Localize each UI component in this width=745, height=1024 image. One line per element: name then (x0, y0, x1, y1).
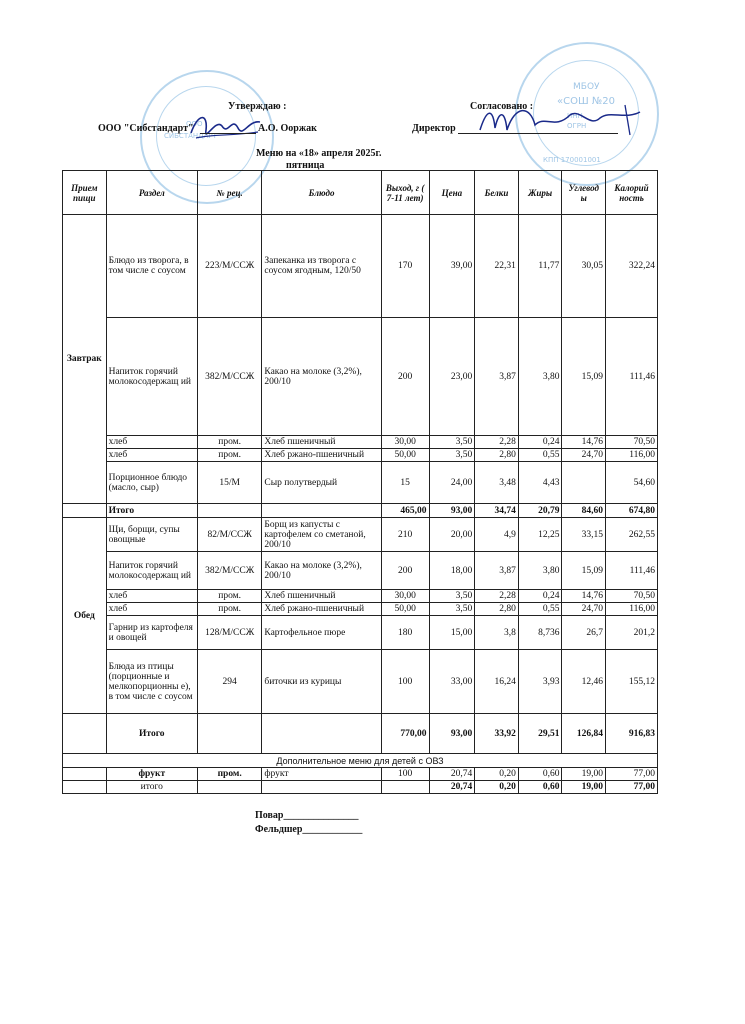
cell-carbs: 30,05 (562, 215, 606, 318)
cell-fats: 11,77 (518, 215, 562, 318)
cell-carbs: 33,15 (562, 518, 606, 552)
approver-name: А.О. Ооржак (258, 123, 317, 134)
cell-proteins-total: 33,92 (475, 714, 519, 754)
cell-recipe: 382/М/ССЖ (197, 552, 261, 590)
cell-fats: 12,25 (518, 518, 562, 552)
cell-empty (63, 768, 107, 781)
cell-output: 100 (381, 650, 429, 714)
table-row (63, 552, 658, 590)
col-section: Раздел (106, 171, 197, 215)
cell-fats: 0,55 (518, 603, 562, 616)
left-seal-text-1: ООО (186, 120, 203, 128)
cell-recipe: пром. (197, 436, 261, 449)
cell-calories-total: 674,80 (606, 504, 658, 518)
cell-empty (197, 504, 261, 518)
cell-fats-total: 0,60 (518, 781, 562, 794)
cell-dish: фрукт (262, 768, 381, 781)
cell-proteins-total: 0,20 (475, 781, 519, 794)
organization-name: ООО "Сибстандарт" (98, 123, 194, 134)
right-seal-text-3: ИНН (567, 112, 583, 120)
cell-calories: 322,24 (606, 215, 658, 318)
cell-dish: Какао на молоке (3,2%), 200/10 (262, 552, 381, 590)
extra-menu-title-row (63, 754, 658, 768)
col-dish: Блюдо (262, 171, 381, 215)
cell-section: Щи, борщи, супы овощные (106, 518, 197, 552)
cell-empty (381, 781, 429, 794)
cell-section: Блюдо из творога, в том числе с соусом (106, 215, 197, 318)
right-seal-text-1: МБОУ (573, 82, 600, 92)
table-row (63, 768, 658, 781)
table-row (63, 449, 658, 462)
cell-section: Напиток горячий молокосодержащ ий (106, 318, 197, 436)
cell-output-total: 770,00 (381, 714, 429, 754)
left-seal-text-2: СИБСТАНДАРТ (164, 132, 217, 140)
cell-price: 23,00 (429, 318, 475, 436)
cell-output: 200 (381, 318, 429, 436)
cell-output: 30,00 (381, 436, 429, 449)
cell-carbs: 19,00 (562, 768, 606, 781)
extra-menu-title: Дополнительное меню для детей с ОВЗ (63, 754, 658, 768)
cell-dish: Какао на молоке (3,2%), 200/10 (262, 318, 381, 436)
cell-carbs: 14,76 (562, 590, 606, 603)
cell-proteins: 16,24 (475, 650, 519, 714)
cell-proteins: 22,31 (475, 215, 519, 318)
cell-price: 24,00 (429, 462, 475, 504)
cell-section: Напиток горячий молокосодержащ ий (106, 552, 197, 590)
cell-carbs: 12,46 (562, 650, 606, 714)
right-seal-text-4: ОГРН (567, 122, 587, 130)
cell-output-total: 465,00 (381, 504, 429, 518)
cell-dish: Картофельное пюре (262, 616, 381, 650)
cell-dish: Запеканка из творога с соусом ягодным, 120/50 (262, 215, 381, 318)
table-row (63, 603, 658, 616)
cell-proteins: 3,87 (475, 552, 519, 590)
approver-signature-line (200, 133, 256, 134)
cell-section: Гарнир из картофеля и овощей (106, 616, 197, 650)
cell-section: Порционное блюдо (масло, сыр) (106, 462, 197, 504)
cell-proteins: 2,28 (475, 590, 519, 603)
cell-calories: 77,00 (606, 768, 658, 781)
cell-fats: 0,55 (518, 449, 562, 462)
cell-fats: 3,93 (518, 650, 562, 714)
cell-empty (197, 714, 261, 754)
cell-calories: 70,50 (606, 590, 658, 603)
cell-calories: 116,00 (606, 449, 658, 462)
cell-proteins: 3,8 (475, 616, 519, 650)
col-recipe: № рец. (197, 171, 261, 215)
table-row (63, 650, 658, 714)
meal-lunch: Обед (63, 518, 107, 714)
right-seal-text-2: «СОШ №20 (557, 96, 615, 107)
cell-empty (262, 504, 381, 518)
cell-output: 15 (381, 462, 429, 504)
lunch-total-row (63, 714, 658, 754)
cell-calories: 70,50 (606, 436, 658, 449)
cell-calories: 54,60 (606, 462, 658, 504)
col-meal: Прием пищи (63, 171, 107, 215)
cell-output: 50,00 (381, 603, 429, 616)
cell-dish: Хлеб ржано-пшеничный (262, 603, 381, 616)
cell-section: фрукт (106, 768, 197, 781)
cell-fats: 3,80 (518, 318, 562, 436)
menu-table (62, 170, 658, 794)
cell-output: 30,00 (381, 590, 429, 603)
cell-dish: биточки из курицы (262, 650, 381, 714)
cell-carbs-total: 19,00 (562, 781, 606, 794)
cell-recipe: пром. (197, 590, 261, 603)
cell-calories-total: 77,00 (606, 781, 658, 794)
director-signature-line (458, 133, 618, 134)
cell-total-label: Итого (106, 714, 197, 754)
cell-recipe: 382/М/ССЖ (197, 318, 261, 436)
cell-recipe: 294 (197, 650, 261, 714)
cell-price: 20,00 (429, 518, 475, 552)
cell-fats: 4,43 (518, 462, 562, 504)
cell-recipe: 128/М/ССЖ (197, 616, 261, 650)
extra-total-row (63, 781, 658, 794)
cell-total-label: Итого (106, 504, 197, 518)
cell-dish: Борщ из капусты с картофелем со сметаной, 200/10 (262, 518, 381, 552)
table-header-row (63, 171, 658, 215)
cell-fats: 3,80 (518, 552, 562, 590)
cell-proteins: 3,48 (475, 462, 519, 504)
cell-proteins: 2,80 (475, 449, 519, 462)
agreed-label: Согласовано : (470, 101, 534, 112)
cell-fats-total: 20,79 (518, 504, 562, 518)
cell-calories: 201,2 (606, 616, 658, 650)
cell-dish: Хлеб ржано-пшеничный (262, 449, 381, 462)
col-fats: Жиры (518, 171, 562, 215)
cell-output: 170 (381, 215, 429, 318)
cell-dish: Хлеб пшеничный (262, 436, 381, 449)
cell-empty (63, 504, 107, 518)
cell-proteins-total: 34,74 (475, 504, 519, 518)
cell-price: 20,74 (429, 768, 475, 781)
cell-total-label: итого (106, 781, 197, 794)
weekday: пятница (286, 160, 325, 171)
col-output: Выход, г ( 7-11 лет) (381, 171, 429, 215)
cell-price-total: 93,00 (429, 504, 475, 518)
cell-fats: 8,736 (518, 616, 562, 650)
cell-section: хлеб (106, 590, 197, 603)
cell-proteins: 2,28 (475, 436, 519, 449)
cell-empty (262, 714, 381, 754)
cell-proteins: 0,20 (475, 768, 519, 781)
cell-empty (63, 714, 107, 754)
cell-carbs: 24,70 (562, 449, 606, 462)
table-row (63, 590, 658, 603)
cell-output: 180 (381, 616, 429, 650)
cell-price: 15,00 (429, 616, 475, 650)
cell-output: 50,00 (381, 449, 429, 462)
cell-proteins: 3,87 (475, 318, 519, 436)
cell-recipe: 82/М/ССЖ (197, 518, 261, 552)
cell-section: хлеб (106, 436, 197, 449)
cell-section: хлеб (106, 449, 197, 462)
table-row (63, 462, 658, 504)
cell-section: хлеб (106, 603, 197, 616)
cook-signature-line: Повар_______________ (255, 810, 359, 821)
menu-title: Меню на «18» апреля 2025г. (256, 148, 382, 159)
cell-calories: 111,46 (606, 318, 658, 436)
col-carbs: Углевод ы (562, 171, 606, 215)
cell-carbs-total: 84,60 (562, 504, 606, 518)
cell-dish: Хлеб пшеничный (262, 590, 381, 603)
cell-fats: 0,24 (518, 590, 562, 603)
cell-price: 3,50 (429, 449, 475, 462)
table-row (63, 518, 658, 552)
cell-carbs: 24,70 (562, 603, 606, 616)
cell-carbs: 15,09 (562, 318, 606, 436)
cell-carbs: 15,09 (562, 552, 606, 590)
cell-price: 33,00 (429, 650, 475, 714)
meal-breakfast: Завтрак (63, 215, 107, 504)
cell-calories: 116,00 (606, 603, 658, 616)
cell-price-total: 93,00 (429, 714, 475, 754)
director-label: Директор (412, 123, 456, 134)
cell-output: 200 (381, 552, 429, 590)
cell-calories-total: 916,83 (606, 714, 658, 754)
medic-signature-line: Фельдшер____________ (255, 824, 363, 835)
table-row (63, 215, 658, 318)
approver-signature (188, 108, 263, 148)
cell-recipe: 223/М/ССЖ (197, 215, 261, 318)
cell-empty (197, 781, 261, 794)
cell-proteins: 2,80 (475, 603, 519, 616)
col-price: Цена (429, 171, 475, 215)
cell-carbs-total: 126,84 (562, 714, 606, 754)
table-row (63, 436, 658, 449)
cell-output: 100 (381, 768, 429, 781)
cell-price: 3,50 (429, 590, 475, 603)
cell-price: 3,50 (429, 603, 475, 616)
cell-proteins: 4,9 (475, 518, 519, 552)
table-row (63, 318, 658, 436)
cell-recipe: пром. (197, 768, 261, 781)
col-proteins: Белки (475, 171, 519, 215)
cell-section: Блюда из птицы (порционные и мелкопорционны е), в том числе с соусом (106, 650, 197, 714)
cell-fats-total: 29,51 (518, 714, 562, 754)
cell-empty (63, 781, 107, 794)
cell-recipe: пром. (197, 603, 261, 616)
cell-empty (262, 781, 381, 794)
cell-output: 210 (381, 518, 429, 552)
right-seal-text-5: КПП 170001001 (543, 156, 601, 164)
cell-price: 39,00 (429, 215, 475, 318)
breakfast-total-row (63, 504, 658, 518)
cell-price: 18,00 (429, 552, 475, 590)
cell-recipe: 15/М (197, 462, 261, 504)
cell-price-total: 20,74 (429, 781, 475, 794)
cell-fats: 0,60 (518, 768, 562, 781)
cell-carbs (562, 462, 606, 504)
cell-calories: 262,55 (606, 518, 658, 552)
approved-label: Утверждаю : (228, 101, 287, 112)
table-row (63, 616, 658, 650)
cell-price: 3,50 (429, 436, 475, 449)
cell-carbs: 26,7 (562, 616, 606, 650)
cell-carbs: 14,76 (562, 436, 606, 449)
col-calories: Калорий ность (606, 171, 658, 215)
cell-recipe: пром. (197, 449, 261, 462)
cell-calories: 155,12 (606, 650, 658, 714)
cell-dish: Сыр полутвердый (262, 462, 381, 504)
cell-calories: 111,46 (606, 552, 658, 590)
cell-fats: 0,24 (518, 436, 562, 449)
